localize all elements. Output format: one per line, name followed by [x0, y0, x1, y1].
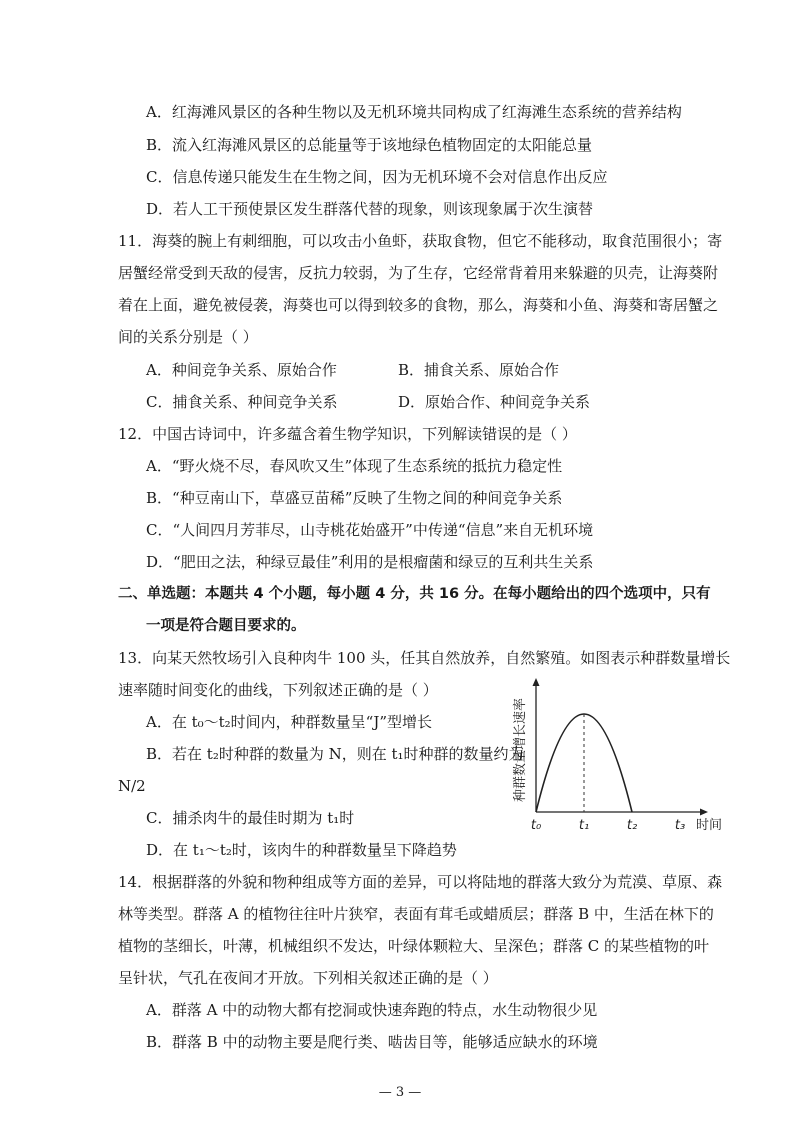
- x-tick-label-0: t₀: [530, 818, 542, 833]
- y-axis-arrow: [533, 678, 540, 686]
- q12-stem: 12．中国古诗词中，许多蕴含着生物学知识，下列解读错误的是（ ）: [118, 425, 577, 443]
- q11-option-b: B．捕食关系、原始合作: [398, 361, 560, 379]
- y-axis-label: 种群数量增长速率: [513, 697, 528, 803]
- q12-option-a: A．“野火烧不尽，春风吹又生”体现了生态系统的抵抗力稳定性: [146, 457, 563, 475]
- q12-option-c: C．“人间四月芳菲尽，山寺桃花始盛开”中传递“信息”来自无机环境: [146, 521, 594, 539]
- page-number: — 3 —: [378, 1085, 422, 1100]
- q12-option-b: B．“种豆南山下，草盛豆苗稀”反映了生物之间的种间竞争关系: [146, 489, 563, 507]
- x-axis-arrow: [700, 809, 708, 816]
- q10-option-d: D．若人工干预使景区发生群落代替的现象，则该现象属于次生演替: [146, 200, 594, 218]
- q10-option-a: A．红海滩风景区的各种生物以及无机环境共同构成了红海滩生态系统的营养结构: [146, 103, 682, 121]
- q11-stem-line-1: 11．海葵的腕上有刺细胞，可以攻击小鱼虾，获取食物，但它不能移动，取食范围很小；寄: [118, 232, 723, 250]
- q14-option-b: B．群落 B 中的动物主要是爬行类、啮齿目等，能够适应缺水的环境: [146, 1033, 598, 1051]
- q13-option-a: A．在 t₀～t₂时间内，种群数量呈“J”型增长: [146, 713, 433, 731]
- q14-stem-line-1: 14．根据群落的外貌和物种组成等方面的差异，可以将陆地的群落大致分为荒漠、草原、森: [118, 873, 723, 891]
- x-axis-label: 时间: [696, 818, 723, 833]
- q14-stem-line-3: 植物的茎细长，叶薄，机械组织不发达，叶绿体颗粒大、呈深色；群落 C 的某些植物的叶: [118, 937, 710, 955]
- q14-stem-line-2: 林等类型。群落 A 的植物往往叶片狭窄，表面有茸毛或蜡质层；群落 B 中，生活在林下的: [118, 905, 714, 923]
- q11-stem-line-2: 居蟹经常受到天敌的侵害，反抗力较弱，为了生存，它经常背着用来躲避的贝壳，让海葵附: [118, 264, 719, 282]
- q14-stem-line-4: 呈针状，气孔在夜间才开放。下列相关叙述正确的是（ ）: [118, 969, 498, 987]
- x-tick-label-1: t₁: [578, 818, 590, 833]
- q10-option-c: C．信息传递只能发生在生物之间，因为无机环境不会对信息作出反应: [146, 168, 608, 186]
- x-tick-label-3: t₃: [674, 818, 686, 833]
- q13-option-b-continued: N/2: [118, 777, 146, 795]
- q13-stem-line-2: 速率随时间变化的曲线，下列叙述正确的是（ ）: [118, 681, 438, 699]
- section-heading-line-2: 一项是符合题目要求的。: [146, 618, 306, 634]
- q11-stem-line-4: 间的关系分别是（ ）: [118, 328, 258, 346]
- q13-option-c: C．捕杀肉牛的最佳时期为 t₁时: [146, 809, 355, 827]
- q10-option-b: B．流入红海滩风景区的总能量等于该地绿色植物固定的太阳能总量: [146, 136, 593, 154]
- q13-option-b: B．若在 t₂时种群的数量为 N，则在 t₁时种群的数量约为: [146, 745, 524, 763]
- q11-stem-line-3: 着在上面，避免被侵袭，海葵也可以得到较多的食物，那么，海葵和小鱼、海葵和寄居蟹之: [118, 296, 719, 314]
- q12-option-d: D．“肥田之法，种绿豆最佳”利用的是根瘤菌和绿豆的互利共生关系: [146, 553, 594, 571]
- x-tick-label-2: t₂: [626, 818, 638, 833]
- q14-option-a: A．群落 A 中的动物大都有挖洞或快速奔跑的特点，水生动物很少见: [146, 1001, 598, 1019]
- q13-stem-line-1: 13．向某天然牧场引入良种肉牛 100 头，任其自然放养，自然繁殖。如图表示种群数量增长: [118, 649, 731, 667]
- q11-option-d: D．原始合作、种间竞争关系: [398, 393, 591, 411]
- growth-rate-chart: [498, 676, 728, 836]
- q11-option-a: A．种间竞争关系、原始合作: [146, 361, 337, 379]
- q13-option-d: D．在 t₁～t₂时，该肉牛的种群数量呈下降趋势: [146, 841, 457, 859]
- section-heading-line-1: 二、单选题：本题共 4 个小题，每小题 4 分，共 16 分。在每小题给出的四个选项中，只有: [118, 586, 711, 602]
- q11-option-c: C．捕食关系、种间竞争关系: [146, 393, 338, 411]
